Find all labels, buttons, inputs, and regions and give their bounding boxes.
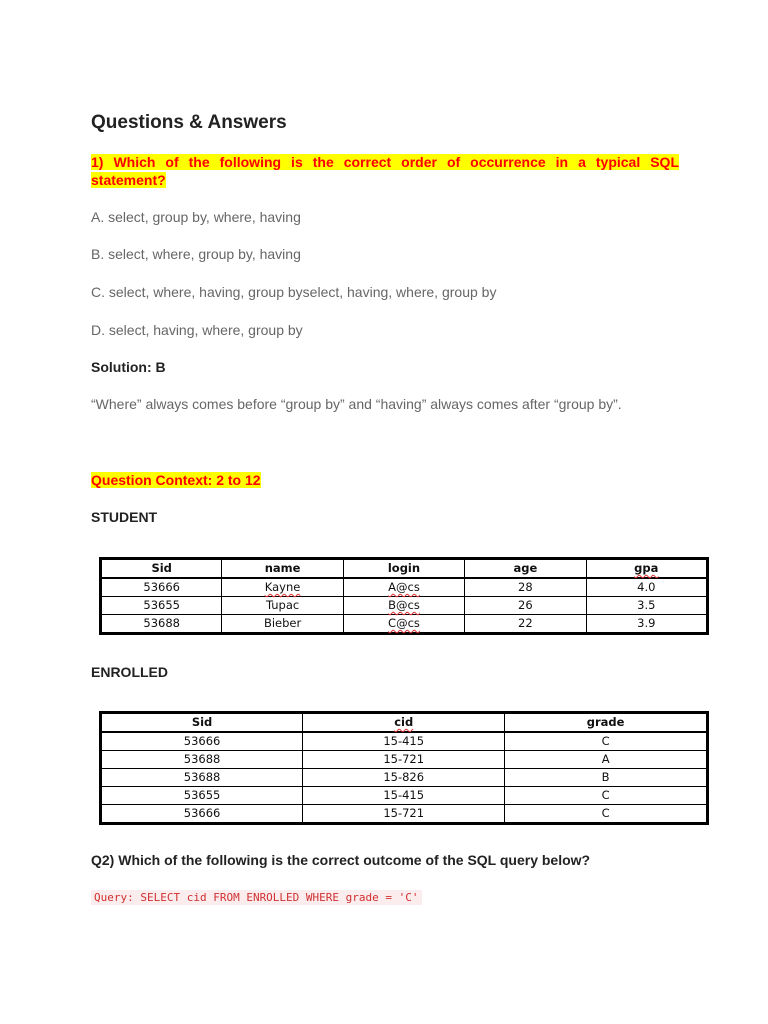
cell-age: 28 <box>465 578 586 597</box>
table-row <box>101 787 708 805</box>
cell-login <box>343 597 464 615</box>
cell-sid: 53655 <box>101 787 303 805</box>
header-cid <box>303 713 505 733</box>
header-age: age <box>465 559 586 579</box>
explanation: “Where” always comes before “group by” and “having” always comes after “group by”. <box>91 396 622 412</box>
option-d: D. select, having, where, group by <box>91 322 303 338</box>
page-title: Questions & Answers <box>91 112 287 133</box>
header-name: name <box>222 559 343 579</box>
cell-sid: 53688 <box>101 769 303 787</box>
question-1-line-1: 1) Which of the following is the correct order of occurrence in a typical SQL <box>91 154 679 170</box>
cell-cid: 15-415 <box>303 732 505 751</box>
table-row <box>101 615 708 634</box>
cell-name: Bieber <box>222 615 343 634</box>
table-row <box>101 732 708 751</box>
cell-cid: 15-415 <box>303 787 505 805</box>
header-grade: grade <box>505 713 708 733</box>
cell-login-text: B@cs <box>388 598 420 612</box>
cell-sid: 53666 <box>101 578 222 597</box>
header-sid: Sid <box>101 559 222 579</box>
question-1-text-cont <box>91 171 166 189</box>
option-c: C. select, where, having, group byselect, having, where, group by <box>91 284 497 300</box>
header-sid: Sid <box>101 713 303 733</box>
solution: Solution: B <box>91 359 166 375</box>
cell-sid: 53655 <box>101 597 222 615</box>
question-context <box>91 472 261 488</box>
cell-grade: A <box>505 751 708 769</box>
cell-age: 22 <box>465 615 586 634</box>
question-1-text <box>91 153 679 171</box>
cell-grade: C <box>505 787 708 805</box>
table-row <box>101 751 708 769</box>
table-row <box>101 578 708 597</box>
cell-cid: 15-721 <box>303 805 505 824</box>
cell-login-text: A@cs <box>388 580 420 594</box>
table-header-row <box>101 559 708 579</box>
cell-name: Tupac <box>222 597 343 615</box>
cell-login <box>343 615 464 634</box>
enrolled-table <box>99 711 709 825</box>
sql-query: Query: SELECT cid FROM ENROLLED WHERE grade = 'C' <box>91 890 422 905</box>
cell-login-text: C@cs <box>388 616 420 630</box>
table-row <box>101 597 708 615</box>
cell-sid: 53666 <box>101 732 303 751</box>
cell-gpa: 4.0 <box>586 578 707 597</box>
student-table-title: STUDENT <box>91 509 158 525</box>
table-header-row <box>101 713 708 733</box>
table-row <box>101 769 708 787</box>
cell-sid: 53666 <box>101 805 303 824</box>
question-context-label: Question Context: 2 to 12 <box>91 472 261 488</box>
cell-sid: 53688 <box>101 751 303 769</box>
cell-grade: C <box>505 805 708 824</box>
cell-grade: B <box>505 769 708 787</box>
option-b: B. select, where, group by, having <box>91 246 301 262</box>
cell-sid: 53688 <box>101 615 222 634</box>
option-a: A. select, group by, where, having <box>91 209 301 225</box>
cell-name <box>222 578 343 597</box>
header-login: login <box>343 559 464 579</box>
enrolled-table-title: ENROLLED <box>91 664 168 680</box>
table-row <box>101 805 708 824</box>
question-1-line-2: statement? <box>91 172 166 188</box>
cell-cid: 15-721 <box>303 751 505 769</box>
cell-login <box>343 578 464 597</box>
cell-name-text: Kayne <box>264 580 301 594</box>
header-cid-text: cid <box>394 715 414 729</box>
cell-grade: C <box>505 732 708 751</box>
cell-age: 26 <box>465 597 586 615</box>
header-gpa-text: gpa <box>634 561 659 575</box>
cell-cid: 15-826 <box>303 769 505 787</box>
question-2-text: Q2) Which of the following is the correct outcome of the SQL query below? <box>91 852 591 868</box>
student-table <box>99 557 709 635</box>
cell-gpa: 3.9 <box>586 615 707 634</box>
header-gpa <box>586 559 707 579</box>
cell-gpa: 3.5 <box>586 597 707 615</box>
